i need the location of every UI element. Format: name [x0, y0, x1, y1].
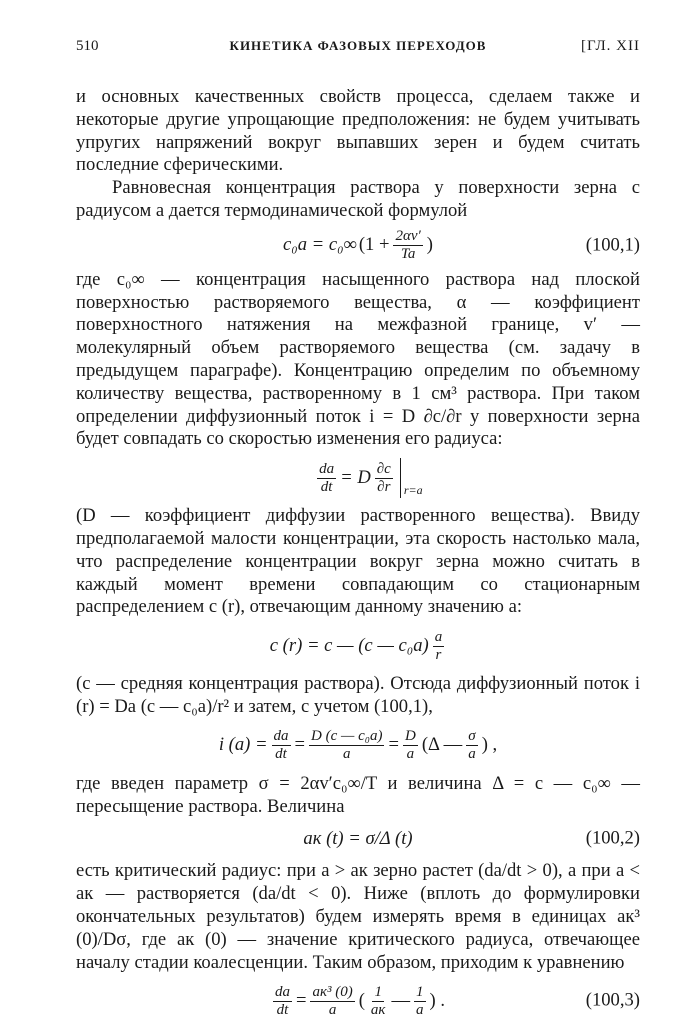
eq6-lhs-fraction: [273, 984, 292, 1019]
eq5-body: aк (t) = σ/Δ (t): [303, 827, 413, 849]
equation-100-3: [76, 974, 640, 1028]
eq4-fraction-4: [466, 728, 478, 763]
eq3-num: a: [434, 628, 443, 645]
eq6-g-den: aк: [370, 1001, 386, 1018]
eq2-rhs-num: ∂c: [376, 460, 391, 477]
paragraph-6: где введен параметр σ = 2αv′c₀∞/T и величина Δ = c — c₀∞ — пересыщение раствора. Величина: [76, 772, 640, 817]
paragraph-7: есть критический радиус: при a > aк зерно растет (da/dt > 0), а при a < aк — растворяется (da/dt < 0). Ниже (вплоть до формулировки окончательных результатов) будем измерять время в единицах aк³ (0)/Dσ, где aк (0) — значение критического радиуса, отвечающее началу стадии коалесценции. Таким образом, приходим к уравнению: [76, 860, 640, 973]
chapter-label: [ГЛ. XII: [580, 38, 640, 54]
eq2-lhs-den: dt: [320, 478, 333, 495]
equation-concentration: [76, 619, 640, 673]
eq6-close: ) .: [429, 989, 446, 1011]
eq6-h-den: a: [416, 1001, 424, 1018]
eq2-evaluation-bar: [400, 458, 423, 498]
eq4-f3-num: D: [404, 728, 416, 745]
eq2-rhs-fraction: [375, 461, 393, 496]
eq6-fraction-1: [310, 984, 354, 1019]
eq4-f1-num: da: [273, 728, 289, 745]
eq6-f-num: aк³ (0): [312, 983, 353, 1000]
paragraph-4: (D — коэффициент диффузии растворенного вещества). Ввиду предполагаемой малости концентрации, эта скорость настолько мала, что распределение концентрации вокруг зерна можно считать в каждый момент времени совпадающим со стационарным распределением c (r), отвечающим данному значению a:: [76, 505, 640, 618]
eq4-lhs: i (a) =: [218, 734, 268, 756]
eq4-f2-den: a: [342, 746, 351, 763]
eq6-f-den: a: [328, 1001, 337, 1018]
eq2-lhs-num: da: [319, 460, 335, 477]
eq1-denominator: Ta: [400, 246, 416, 263]
eq2-subscript: r=a: [403, 483, 423, 498]
eq1-fraction: [393, 228, 422, 263]
equation-100-2: [76, 818, 640, 860]
eq4-eq-2: =: [388, 734, 399, 756]
eq4-f2-num: D (c — c₀a): [311, 728, 383, 745]
equation-flux: [76, 451, 640, 505]
eq1-lhs: c₀a = c₀∞: [283, 234, 357, 256]
eq3-fraction: [433, 629, 445, 664]
running-title: КИНЕТИКА ФАЗОВЫХ ПЕРЕХОДОВ: [229, 38, 487, 53]
eq4-eq-1: =: [294, 734, 306, 756]
equation-growth-rate: [76, 719, 640, 773]
eq1-label: (100,1): [585, 234, 640, 256]
paragraph-5: (c — средняя концентрация раствора). Отсюда диффузионный поток i (r) = Da (c — c₀a)/r² и затем, с учетом (100,1),: [76, 673, 640, 717]
eq4-fraction-1: [272, 728, 291, 763]
eq6-h-num: 1: [416, 983, 424, 1000]
eq1-open: (1 +: [358, 234, 390, 256]
eq6-lhs-num: da: [274, 983, 290, 1000]
eq3-den: r: [435, 646, 442, 663]
paragraph-3: где c₀∞ — концентрация насыщенного раствора над плоской поверхностью растворяемого вещества, α — коэффициент поверхностного натяжения на межфазной границе, v′ — молекулярный объем растворяемого вещества (см. задачу в предыдущем параграфе). Концентрацию определим по объемному количеству вещества, растворенному в 1 см³ раствора. При таком определении диффузионный поток i = D ∂c/∂r у поверхности зерна будет совпадать со скоростью изменения его радиуса:: [76, 268, 640, 450]
eq6-open: (: [358, 989, 365, 1011]
eq4-f4-num: σ: [468, 728, 476, 745]
paragraph-1: и основных качественных свойств процесса, сделаем также и некоторые другие упрощающие предположения: не будем учитывать упругих напряжений вокруг выпавших зерен и будем считать последние сферическими.: [76, 86, 640, 176]
page-body: [76, 86, 640, 1028]
eq4-fraction-2: [309, 728, 384, 763]
eq4-f3-den: a: [406, 746, 415, 763]
paragraph-2: Равновесная концентрация раствора у поверхности зерна с радиусом a дается термодинамической формулой: [76, 177, 640, 221]
eq2-rhs-den: ∂r: [377, 478, 391, 495]
eq5-label: (100,2): [585, 827, 640, 849]
eq4-paren-open: (Δ —: [421, 734, 463, 756]
eq4-f1-den: dt: [275, 746, 287, 763]
eq4-fraction-3: [403, 728, 418, 763]
eq4-paren-close: ) ,: [481, 734, 498, 756]
eq3-lhs: c (r) = c — (c — c₀a): [269, 634, 429, 656]
page-header: [76, 38, 640, 62]
eq6-label: (100,3): [585, 989, 640, 1011]
eq6-lhs-den: dt: [276, 1001, 289, 1018]
eq6-g-num: 1: [374, 983, 382, 1000]
eq1-numerator: 2αv′: [395, 228, 421, 245]
eq6-minus: —: [391, 989, 411, 1011]
eq2-mid: = D: [340, 466, 371, 488]
page-number: 510: [76, 38, 99, 54]
eq6-fraction-3: [414, 984, 426, 1019]
equation-100-1: [76, 223, 640, 269]
eq1-close: ): [426, 234, 433, 256]
eq2-lhs-fraction: [317, 461, 336, 496]
eq6-fraction-2: [369, 984, 388, 1019]
eq4-f4-den: a: [468, 746, 476, 763]
eq6-eq: =: [295, 989, 307, 1011]
